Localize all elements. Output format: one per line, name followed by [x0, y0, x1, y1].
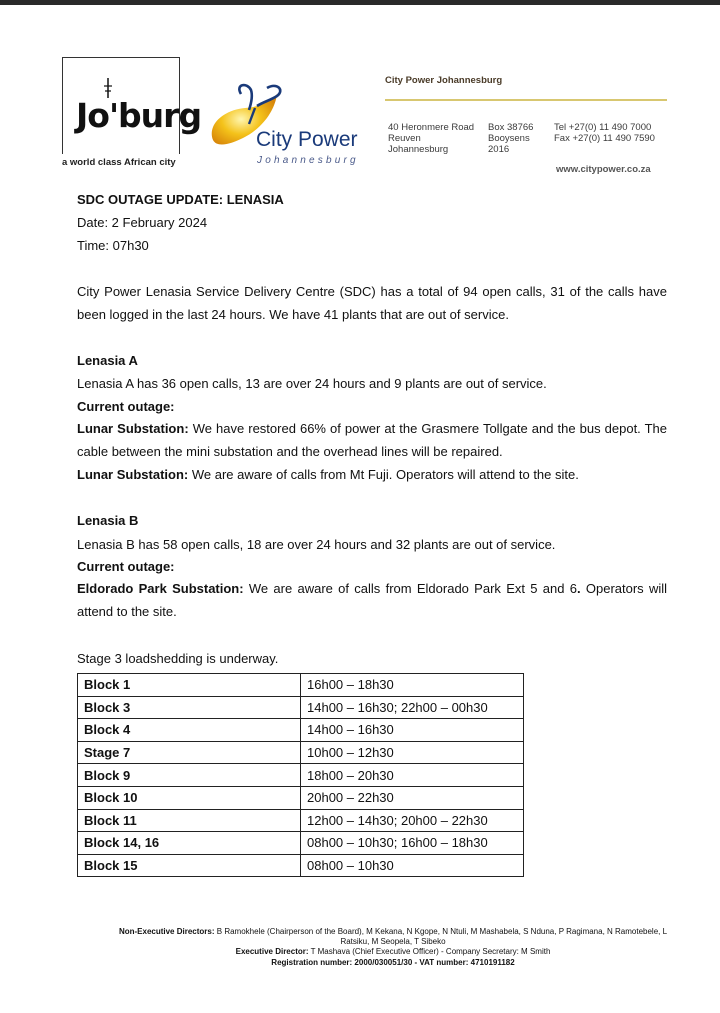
table-row	[78, 786, 524, 809]
contact-block	[554, 122, 655, 144]
block-cell: Block 9	[78, 764, 301, 787]
address-line: Reuven	[388, 133, 421, 144]
lenasia-b-outage-label: Current outage:	[77, 559, 175, 574]
vat-label: VAT number:	[419, 957, 469, 967]
address-line: 40 Heronmere Road	[388, 122, 475, 133]
outage-text: We are aware of calls from Mt Fuji. Operators will attend to the site.	[188, 467, 579, 482]
date-line: Date: 2 February 2024	[77, 215, 208, 230]
lenasia-b-summary: Lenasia B has 58 open calls, 18 are over 24 hours and 32 plants are out of service.	[77, 537, 556, 552]
lenasia-b-heading: Lenasia B	[77, 513, 139, 528]
times-cell: 08h00 – 10h30; 16h00 – 18h30	[301, 832, 524, 855]
times-cell: 14h00 – 16h30; 22h00 – 00h30	[301, 696, 524, 719]
fax-number: Fax +27(0) 11 490 7590	[554, 133, 655, 144]
table-row	[78, 696, 524, 719]
times-cell: 18h00 – 20h30	[301, 764, 524, 787]
postal-line: Box 38766	[488, 122, 534, 133]
postal-box-block	[488, 122, 533, 155]
block-cell: Block 10	[78, 786, 301, 809]
period: .	[576, 581, 581, 596]
city-power-subtitle: Johannesburg	[257, 155, 359, 166]
address-block	[388, 122, 474, 155]
substation-label: Eldorado Park Substation:	[77, 581, 244, 596]
block-cell: Block 4	[78, 719, 301, 742]
block-cell: Block 14, 16	[78, 832, 301, 855]
block-cell: Block 11	[78, 809, 301, 832]
time-line: Time: 07h30	[77, 238, 149, 253]
footer	[110, 927, 676, 968]
lenasia-a-outage-label: Current outage:	[77, 399, 175, 414]
times-cell: 12h00 – 14h30; 20h00 – 22h30	[301, 809, 524, 832]
joburg-logo-text: Jo'burg	[76, 96, 202, 135]
block-cell: Block 3	[78, 696, 301, 719]
times-cell: 16h00 – 18h30	[301, 674, 524, 697]
lenasia-b-outage-1	[77, 578, 667, 624]
table-row	[78, 764, 524, 787]
lenasia-a-summary: Lenasia A has 36 open calls, 13 are over 24 hours and 9 plants are out of service.	[77, 376, 547, 391]
address-line: Johannesburg	[388, 144, 449, 155]
table-row	[78, 674, 524, 697]
times-cell: 14h00 – 16h30	[301, 719, 524, 742]
lenasia-a-heading: Lenasia A	[77, 353, 138, 368]
phone-number: Tel +27(0) 11 490 7000	[554, 122, 652, 133]
footer-directors	[110, 927, 676, 947]
outage-text: We have restored 66% of power at the Grasmere Tollgate and the bus depot. The cable between the mini substation and the overhead lines will be repaired.	[77, 421, 667, 459]
substation-label: Lunar Substation:	[77, 421, 189, 436]
website-link[interactable]: www.citypower.co.za	[556, 164, 651, 175]
reg-text: 2000/030051/30 -	[352, 957, 420, 967]
table-row	[78, 809, 524, 832]
times-cell: 20h00 – 22h30	[301, 786, 524, 809]
vat-text: 4710191182	[468, 957, 515, 967]
times-cell: 10h00 – 12h30	[301, 741, 524, 764]
postal-line: 2016	[488, 144, 510, 155]
exec-label: Executive Director:	[235, 947, 309, 957]
footer-exec	[110, 947, 676, 957]
lenasia-a-outage-1	[77, 418, 667, 464]
loadshedding-table	[77, 673, 524, 877]
postal-line: Booysens	[488, 133, 530, 144]
loadshedding-note: Stage 3 loadshedding is underway.	[77, 651, 279, 666]
directors-text: B Ramokhele (Chairperson of the Board), M Kekana, N Kgope, N Ntuli, M Mashabela, S Nduna, P Ragimana, N Ramotebele, L Ratsiku, M Seopela, T Sibeko	[214, 927, 668, 947]
company-name: City Power Johannesburg	[385, 75, 503, 86]
lenasia-a-outage-2	[77, 467, 579, 482]
block-cell: Block 1	[78, 674, 301, 697]
block-cell: Block 15	[78, 854, 301, 877]
table-row	[78, 832, 524, 855]
top-border	[0, 0, 720, 5]
table-row	[78, 719, 524, 742]
directors-label: Non-Executive Directors:	[118, 927, 215, 936]
city-power-name: City Power	[256, 128, 358, 151]
table-row	[78, 854, 524, 877]
block-cell: Stage 7	[78, 741, 301, 764]
letterhead-divider	[385, 99, 667, 101]
reg-label: Registration number:	[271, 957, 353, 967]
intro-paragraph: City Power Lenasia Service Delivery Centre (SDC) has a total of 94 open calls, 31 of the calls have been logged in the last 24 hours. We have 41 plants that are out of service.	[77, 284, 667, 322]
times-cell: 08h00 – 10h30	[301, 854, 524, 877]
outage-text: We are aware of calls from Eldorado Park Ext 5 and 6	[243, 581, 577, 596]
table-row	[78, 741, 524, 764]
substation-label: Lunar Substation:	[77, 467, 189, 482]
page-title: SDC OUTAGE UPDATE: LENASIA	[77, 192, 284, 207]
outage-text: Operators will attend to the site.	[77, 581, 668, 619]
footer-registration	[110, 958, 676, 968]
joburg-tagline: a world class African city	[62, 157, 176, 168]
exec-text: T Mashava (Chief Executive Officer) - Company Secretary: M Smith	[308, 947, 551, 957]
